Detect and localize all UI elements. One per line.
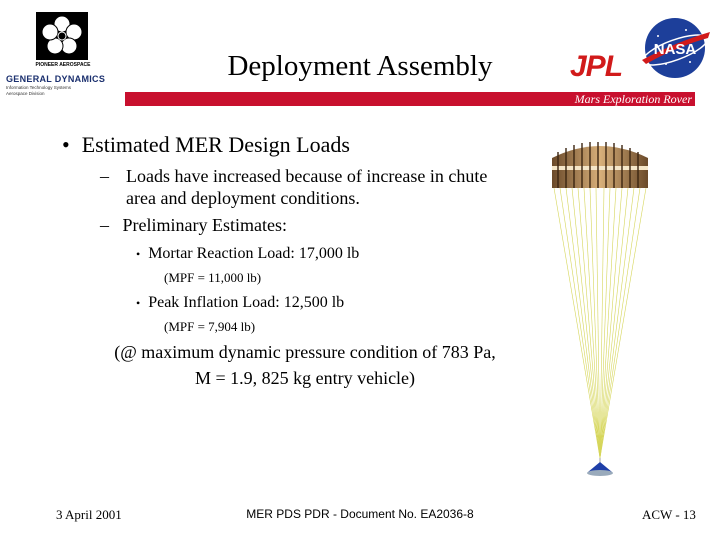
sub-bullet-loads-text: Loads have increased because of increase in chute area and deployment conditions. <box>126 166 488 208</box>
item-mortar-load <box>136 245 359 263</box>
nasa-logo-icon <box>636 14 714 82</box>
item-mortar-load-text: Mortar Reaction Load: 17,000 lb <box>148 245 360 262</box>
general-dynamics-logo: GENERAL DYNAMICS <box>6 74 106 84</box>
footer-date: 3 April 2001 <box>56 507 122 522</box>
main-bullet-text: Estimated MER Design Loads <box>81 132 350 157</box>
sub-bullet-loads <box>100 165 520 209</box>
item-inflation-load <box>136 294 344 312</box>
dash-glyph: – <box>100 166 109 186</box>
bullet-glyph: • <box>136 247 141 261</box>
parachute-illustration-icon <box>540 136 660 480</box>
nasa-logo-text: NASA <box>653 41 697 58</box>
bullet-glyph: • <box>62 132 70 157</box>
bullet-glyph: • <box>136 296 141 310</box>
sub-bullet-estimates <box>100 214 287 236</box>
page-title: Deployment Assembly <box>227 50 493 82</box>
gd-subtitle-line-1: Information Technology Systems <box>6 85 71 90</box>
gd-subtitle-line-2: Aerospace Division <box>6 91 45 96</box>
item-inflation-load-note: (MPF = 7,904 lb) <box>164 319 256 334</box>
dash-glyph: – <box>100 215 109 235</box>
footer-document-number: MER PDS PDR - Document No. EA2036-8 <box>246 507 474 521</box>
general-dynamics-subtitle <box>6 85 116 97</box>
mission-label: Mars Exploration Rover <box>574 92 692 106</box>
jpl-logo: JPL <box>570 50 623 83</box>
item-inflation-load-text: Peak Inflation Load: 12,500 lb <box>148 294 345 311</box>
item-mortar-load-note: (MPF = 11,000 lb) <box>164 270 262 285</box>
main-bullet <box>62 132 350 158</box>
footer-page-number: ACW - 13 <box>642 507 696 522</box>
condition-line-2: M = 1.9, 825 kg entry vehicle) <box>194 368 416 388</box>
pioneer-logo-text: PIONEER AEROSPACE <box>35 62 91 68</box>
condition-line-1: (@ maximum dynamic pressure condition of 783 Pa, <box>114 342 496 362</box>
sub-bullet-estimates-text: Preliminary Estimates: <box>122 215 287 235</box>
